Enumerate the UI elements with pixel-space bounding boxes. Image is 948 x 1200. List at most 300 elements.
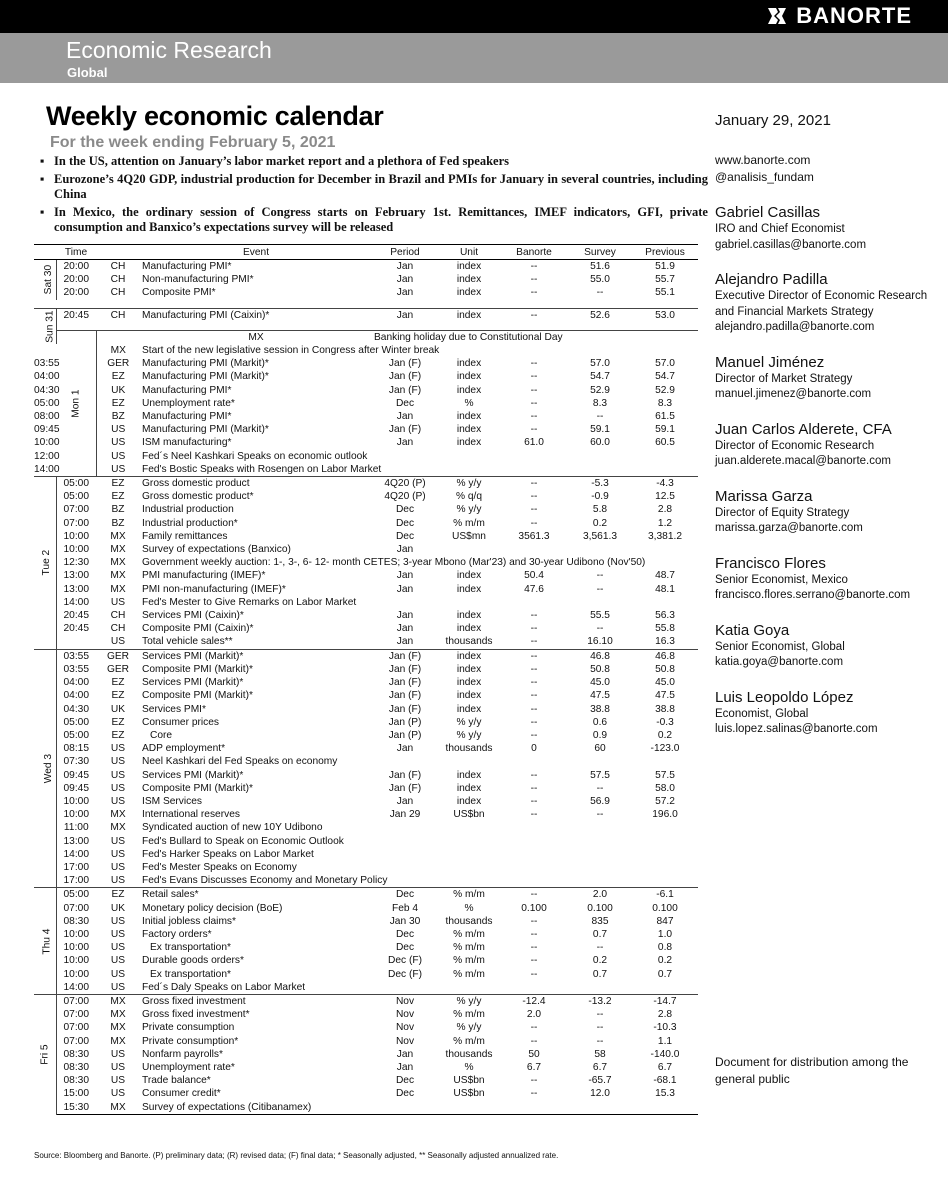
event-survey: -0.9 [591, 491, 609, 503]
event-time: 04:00 [34, 371, 60, 383]
event-banorte: -- [530, 397, 538, 409]
event-country: CH [110, 623, 126, 635]
event-name: Family remittances [142, 530, 228, 542]
event-period: Jan [396, 583, 414, 595]
event-previous: 57.2 [655, 795, 675, 807]
calendar-body [34, 260, 698, 1115]
event-previous: 48.1 [655, 583, 675, 595]
event-previous: 50.8 [655, 663, 675, 675]
event-banorte: -- [500, 477, 568, 491]
event-name: Initial jobless claims* [142, 915, 236, 927]
event-country: US [110, 835, 126, 847]
event-banorte: -- [530, 1088, 538, 1100]
event-previous: 46.8 [632, 649, 698, 663]
event-unit: % y/y [438, 477, 500, 491]
table-row [34, 861, 698, 874]
event-banorte: -- [530, 769, 538, 781]
event-survey: 47.5 [590, 690, 610, 702]
event-period: Jan (P) [388, 729, 422, 741]
event-time: 10:00 [63, 968, 89, 980]
event-period: Jan [396, 544, 414, 556]
event-time: 08:30 [63, 1061, 89, 1073]
event-name: Private consumption* [142, 1035, 239, 1047]
event-country: CH [110, 610, 126, 622]
event-banorte: -- [530, 1035, 538, 1047]
event-country: US [110, 743, 126, 755]
event-survey: 51.6 [568, 260, 632, 274]
event-banorte: 50 [528, 1048, 540, 1060]
event-period: Jan (F) [388, 703, 422, 715]
event-banorte: -- [530, 274, 538, 286]
event-survey: 55.5 [590, 610, 610, 622]
event-banorte: -- [530, 690, 538, 702]
event-banorte: -- [530, 928, 538, 940]
event-unit: thousands [445, 743, 493, 755]
event-banorte: -- [500, 649, 568, 663]
table-row [34, 954, 698, 967]
event-survey: 58 [594, 1048, 606, 1060]
event-previous: 1.0 [657, 928, 673, 940]
event-unit: index [456, 769, 482, 781]
day-label: Wed 3 [43, 753, 55, 784]
table-row [34, 1087, 698, 1100]
website-link[interactable]: www.banorte.com [715, 153, 811, 167]
event-unit: index [456, 782, 482, 794]
event-time: 03:55 [63, 663, 89, 675]
event-name: Manufacturing PMI* [140, 260, 372, 274]
event-period: Dec [395, 928, 415, 940]
event-name: Private consumption [142, 1022, 235, 1034]
event-banorte: -- [530, 729, 538, 741]
table-row [34, 530, 698, 543]
event-unit: US$bn [453, 1075, 485, 1087]
table-row [34, 1101, 698, 1115]
brand-logo [766, 3, 912, 29]
event-country: MX [110, 1009, 126, 1021]
event-unit: index [456, 424, 482, 436]
day-label-cell [34, 477, 56, 650]
table-row [34, 463, 698, 477]
event-time: 04:30 [34, 384, 60, 396]
event-time: 08:30 [63, 915, 89, 927]
contact-role: Executive Director of Economic Research and Financial Markets Strategy [715, 290, 928, 318]
event-name: Manufacturing PMI (Caixin)* [140, 308, 372, 322]
event-unit: index [456, 623, 482, 635]
event-previous: 8.3 [657, 397, 673, 409]
event-time: 05:00 [34, 397, 60, 409]
event-period: Jan [396, 411, 414, 423]
table-row [34, 286, 698, 299]
event-name: ISM manufacturing* [142, 437, 232, 449]
event-survey: 59.1 [590, 424, 610, 436]
table-row [34, 622, 698, 635]
table-row [34, 928, 698, 941]
event-country: GER [107, 358, 130, 370]
event-previous [632, 543, 698, 556]
event-survey: -- [596, 1022, 604, 1034]
brand-name: BANORTE [796, 3, 912, 28]
event-name: Syndicated auction of new 10Y Udibono [142, 822, 323, 834]
contact-name: Gabriel Casillas [715, 204, 821, 221]
contact-email[interactable]: katia.goya@banorte.com [715, 656, 844, 668]
highlight-item: ▪ In Mexico, the ordinary session of Congress starts on February 1st. Remittances, IMEF indicators, GFI, private consumption and Banxico’s expectations survey will be released [40, 205, 708, 235]
event-country: US [110, 942, 126, 954]
event-unit: thousands [445, 915, 493, 927]
event-time: 05:00 [63, 729, 89, 741]
event-country: MX [110, 809, 126, 821]
event-period: Jan [396, 610, 414, 622]
event-name: Industrial production [142, 504, 234, 516]
table-row [34, 1048, 698, 1061]
event-banorte: -- [530, 1075, 538, 1087]
contact-role: Senior Economist, Mexico [715, 573, 848, 586]
event-name: Services PMI (Markit)* [142, 677, 244, 689]
event-time: 05:00 [56, 888, 96, 902]
event-previous: 196.0 [652, 809, 678, 821]
table-row [34, 410, 698, 423]
contact-email[interactable]: gabriel.casillas@banorte.com [715, 238, 867, 251]
event-time: 20:45 [56, 308, 96, 322]
event-country: US [110, 756, 126, 768]
event-survey: -- [596, 782, 604, 794]
event-country: MX [110, 345, 126, 357]
event-country: US [110, 981, 126, 993]
event-name: International reserves [142, 809, 240, 821]
source-footnote: Source: Bloomberg and Banorte. (P) preliminary data; (R) revised data; (F) final data; * Seasonally adjusted, ** Seasonally adjusted annualized rate. [34, 1151, 559, 1160]
table-row [34, 874, 698, 888]
event-country: EZ [96, 888, 140, 902]
contact-email[interactable]: luis.lopez.salinas@banorte.com [715, 723, 878, 735]
event-unit: index [438, 649, 500, 663]
event-time: 15:30 [56, 1101, 96, 1115]
contact-name: Marissa Garza [715, 487, 813, 505]
event-time: 03:55 [34, 358, 60, 370]
event-name: Neel Kashkari del Fed Speaks on economy [142, 756, 338, 768]
event-time: 20:00 [56, 260, 96, 274]
event-country: MX [96, 1101, 140, 1115]
event-banorte: -- [530, 716, 538, 728]
event-country: US [110, 915, 126, 927]
event-previous: 57.0 [655, 358, 675, 370]
highlight-item: ▪ In the US, attention on January’s labor market report and a plethora of Fed speakers [40, 154, 708, 169]
table-row [34, 795, 698, 808]
contact-role: Economist, Global [715, 707, 809, 720]
event-country: MX [110, 1022, 126, 1034]
event-time: 20:45 [63, 623, 89, 635]
event-time [96, 330, 140, 344]
event-time: 10:00 [63, 942, 89, 954]
table-row [34, 941, 698, 954]
event-name: Unemployment rate* [142, 1061, 235, 1073]
event-name: Ex transportation* [150, 942, 231, 954]
event-unit: index [456, 411, 482, 423]
event-banorte: -- [530, 636, 538, 648]
table-row [34, 703, 698, 716]
event-banorte: -- [500, 888, 568, 902]
event-survey: 52.9 [590, 384, 610, 396]
event-name: PMI manufacturing (IMEF)* [142, 570, 266, 582]
event-time: 13:00 [63, 570, 89, 582]
event-unit: index [456, 795, 482, 807]
section-subtitle: Global [67, 65, 108, 80]
distribution-note: Document for distribution among the general public [715, 1055, 909, 1086]
event-survey: 52.6 [568, 308, 632, 322]
event-banorte [500, 543, 568, 556]
event-previous: -68.1 [653, 1075, 677, 1087]
event-previous: 55.1 [655, 287, 675, 299]
event-name: Gross domestic product [140, 477, 372, 491]
contact-name: Katia Goya [715, 621, 790, 639]
table-row [34, 1035, 698, 1048]
contact-card [715, 555, 940, 604]
table-header-row [34, 245, 698, 260]
event-name: Banking holiday due to Constitutional Day [372, 330, 698, 344]
contact-card [715, 622, 940, 671]
table-row [34, 556, 698, 569]
event-unit: % [464, 1061, 474, 1073]
event-country: US [110, 596, 126, 608]
event-country: MX [110, 544, 126, 556]
event-name: Services PMI* [142, 703, 206, 715]
event-banorte: -- [530, 915, 538, 927]
day-label-cell [34, 308, 56, 344]
event-unit: index [456, 371, 482, 383]
event-unit: % y/y [456, 1022, 482, 1034]
event-previous: 58.0 [655, 782, 675, 794]
event-survey: 0.7 [592, 968, 608, 980]
event-time: 05:00 [63, 491, 89, 503]
event-survey: -65.7 [588, 1075, 612, 1087]
event-banorte: -- [500, 308, 568, 322]
event-previous: 53.0 [632, 308, 698, 322]
event-previous: -0.3 [656, 716, 674, 728]
event-survey: 0.7 [592, 928, 608, 940]
event-unit: index [456, 358, 482, 370]
event-survey: 55.0 [590, 274, 610, 286]
event-name: Fed's Mester Speaks on Economy [142, 861, 297, 873]
event-period: Jan (F) [388, 677, 422, 689]
event-time: 14:00 [34, 463, 60, 475]
event-previous: 6.7 [657, 1061, 673, 1073]
event-survey: -- [596, 623, 604, 635]
event-survey: 8.3 [592, 397, 608, 409]
event-time: 20:00 [63, 287, 89, 299]
table-row [34, 569, 698, 582]
event-name: ADP employment* [142, 743, 226, 755]
event-name: Retail sales* [140, 888, 372, 902]
event-unit: index [456, 583, 482, 595]
spacer-row [34, 322, 698, 331]
event-period: Dec [395, 942, 415, 954]
event-time: 11:00 [63, 822, 89, 834]
event-country: MX [110, 570, 126, 582]
event-period: Jan [396, 636, 414, 648]
event-previous: 60.5 [655, 437, 675, 449]
event-banorte: -- [530, 287, 538, 299]
event-unit: % [464, 902, 474, 914]
contact-card [715, 488, 940, 537]
event-country: US [110, 1048, 126, 1060]
event-previous: 1.2 [657, 517, 673, 529]
event-time: 14:00 [63, 596, 89, 608]
event-unit: index [456, 610, 482, 622]
contact-email[interactable]: manuel.jimenez@banorte.com [715, 388, 872, 400]
event-previous: 38.8 [655, 703, 675, 715]
event-country: US [110, 1075, 126, 1087]
event-period: Dec [395, 504, 415, 516]
event-country: US [111, 437, 126, 449]
contact-email[interactable]: francisco.flores.serrano@banorte.com [715, 589, 911, 601]
event-time: 12:00 [34, 450, 60, 462]
event-previous: -123.0 [650, 743, 680, 755]
event-country: US [111, 450, 126, 462]
event-country: UK [111, 384, 126, 396]
event-period: Nov [372, 994, 438, 1008]
event-previous: -6.1 [632, 888, 698, 902]
table-row [34, 308, 698, 322]
event-period: 4Q20 (P) [372, 477, 438, 491]
event-survey: -- [596, 942, 604, 954]
event-previous: 0.100 [652, 902, 678, 914]
event-country: US [110, 968, 126, 980]
table-row [34, 260, 698, 274]
event-unit: index [438, 308, 500, 322]
event-banorte: -- [530, 424, 538, 436]
day-label: Mon 1 [70, 389, 82, 418]
event-previous: -10.3 [653, 1022, 677, 1034]
event-period: Dec [395, 397, 415, 409]
event-time: 07:00 [56, 994, 96, 1008]
contact-email[interactable]: marissa.garza@banorte.com [715, 522, 863, 534]
event-banorte: 3561.3 [518, 530, 550, 542]
event-banorte: -12.4 [500, 994, 568, 1008]
event-unit: % m/m [453, 955, 485, 967]
event-time: 07:00 [63, 1022, 89, 1034]
table-row [34, 344, 698, 357]
event-name: Manufacturing PMI (Markit)* [142, 424, 269, 436]
table-row [34, 1021, 698, 1034]
event-survey: 50.8 [590, 663, 610, 675]
event-survey: -- [596, 1035, 604, 1047]
table-row [34, 609, 698, 622]
event-country: EZ [111, 677, 125, 689]
event-banorte: -- [530, 504, 538, 516]
event-country: MX [110, 822, 126, 834]
event-survey: -- [596, 583, 604, 595]
event-unit: index [456, 287, 482, 299]
event-time: 20:45 [63, 610, 89, 622]
event-time: 17:00 [63, 861, 89, 873]
event-survey: 0.6 [592, 716, 608, 728]
contact-name: Alejandro Padilla [715, 271, 828, 288]
event-name: Fed's Bullard to Speak on Economic Outlook [142, 835, 344, 847]
day-label: Tue 2 [41, 550, 53, 576]
event-previous: 47.5 [655, 690, 675, 702]
day-label-cell [34, 260, 56, 300]
event-name: Consumer credit* [142, 1088, 221, 1100]
event-banorte: -- [530, 623, 538, 635]
table-row [34, 1061, 698, 1074]
event-period: Jan [372, 260, 438, 274]
event-name: Nonfarm payrolls* [142, 1048, 223, 1060]
event-period: Nov [395, 1022, 415, 1034]
event-name: Non-manufacturing PMI* [142, 274, 254, 286]
event-survey: 6.7 [592, 1061, 608, 1073]
event-name: Composite PMI (Markit)* [142, 690, 253, 702]
event-survey: 16.10 [587, 636, 613, 648]
contact-name: Juan Carlos Alderete, CFA [715, 420, 892, 438]
highlight-item: ▪ Eurozone’s 4Q20 GDP, industrial production for December in Brazil and PMIs for January in several countries, including China [40, 172, 708, 202]
table-row [34, 436, 698, 449]
event-name: Durable goods orders* [142, 955, 244, 967]
event-unit: US$mn [452, 530, 486, 542]
event-unit: % m/m [453, 928, 485, 940]
event-previous: -140.0 [650, 1048, 680, 1060]
event-period: Dec (F) [388, 968, 422, 980]
event-period: Jan (P) [388, 716, 422, 728]
event-previous: 2.8 [657, 504, 673, 516]
event-time: 05:00 [56, 477, 96, 491]
event-time: 09:45 [63, 782, 89, 794]
event-unit: % y/y [438, 994, 500, 1008]
event-banorte: 2.0 [526, 1009, 542, 1021]
event-name: Manufacturing PMI (Markit)* [142, 371, 269, 383]
event-period: Jan (F) [372, 649, 438, 663]
event-banorte: -- [530, 358, 538, 370]
event-country: US [110, 1088, 126, 1100]
contact-card [715, 354, 940, 403]
event-previous: 61.5 [655, 411, 675, 423]
contact-email[interactable]: alejandro.padilla@banorte.com [715, 321, 875, 333]
table-row [34, 808, 698, 821]
event-country: US [110, 636, 126, 648]
table-row [34, 742, 698, 755]
event-name: Factory orders* [142, 928, 212, 940]
event-period: Jan [396, 1061, 414, 1073]
event-previous: 847 [656, 915, 674, 927]
contact-email[interactable]: juan.alderete.macal@banorte.com [715, 455, 891, 467]
social-handle[interactable]: @analisis_fundam [715, 170, 814, 184]
event-name: Composite PMI (Markit)* [142, 663, 253, 675]
event-period: Jan (F) [388, 769, 422, 781]
event-country: CH [110, 287, 126, 299]
event-previous: 16.3 [655, 636, 675, 648]
event-previous: 0.8 [657, 942, 673, 954]
event-country: EZ [111, 371, 125, 383]
table-row [34, 902, 698, 915]
event-unit: index [456, 690, 482, 702]
event-country: UK [110, 902, 126, 914]
contact-role: Director of Equity Strategy [715, 506, 850, 519]
table-row [34, 583, 698, 596]
event-time: 09:45 [63, 769, 89, 781]
event-country: MX [110, 583, 126, 595]
event-time: 08:30 [63, 1048, 89, 1060]
event-name: Fed's Bostic Speaks with Rosengen on Labor Market [142, 463, 382, 475]
table-row [34, 370, 698, 383]
event-banorte: -- [530, 782, 538, 794]
event-time: 13:00 [63, 583, 89, 595]
event-previous: 55.7 [655, 274, 675, 286]
event-period: Jan [396, 287, 414, 299]
event-country: US [110, 782, 126, 794]
event-name: Manufacturing PMI (Markit)* [142, 358, 269, 370]
event-period: Jan [396, 795, 414, 807]
event-name: Trade balance* [142, 1075, 211, 1087]
event-survey: 46.8 [568, 649, 632, 663]
contact-role: Senior Economist, Global [715, 640, 845, 653]
event-banorte: -- [530, 809, 538, 821]
